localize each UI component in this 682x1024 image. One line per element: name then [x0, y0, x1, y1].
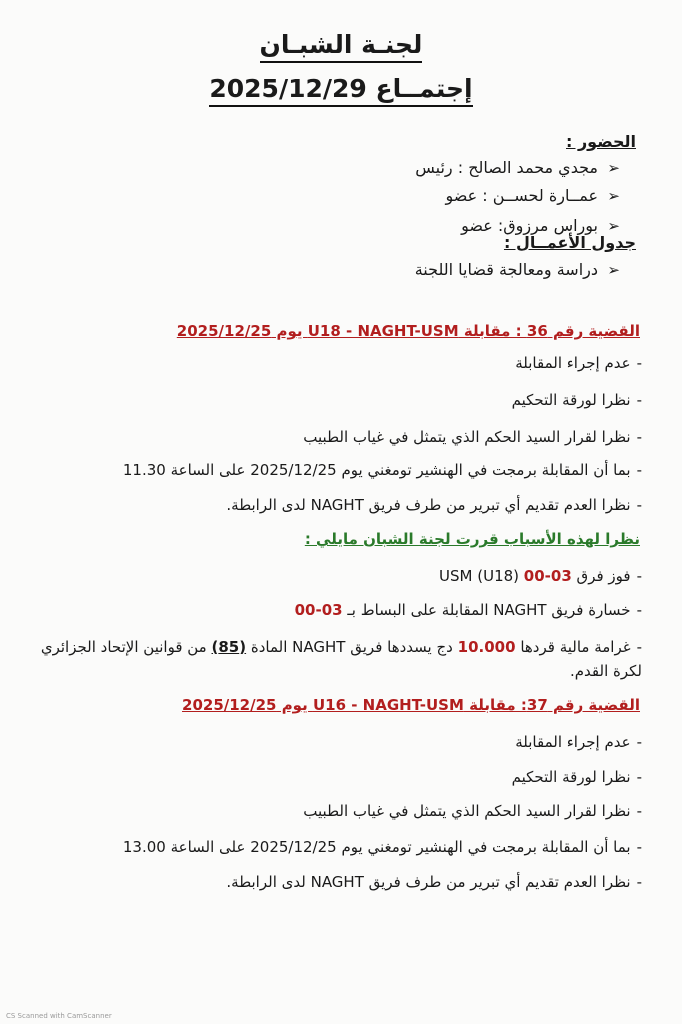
attendance-section [20, 132, 636, 151]
case-36-point: -نظرا لقرار السيد الحكم الذي يتمثل في غياب الطبيب [303, 428, 642, 446]
decision-fine-end: لكرة القدم. [569, 662, 642, 680]
case-36-title: القضية رقم 36 : مقابلة U18 - NAGHT-USM يوم 2025/12/25 [176, 322, 640, 340]
case-36-point: -عدم إجراء المقابلة [515, 354, 642, 372]
loss-score: 03-00 [294, 601, 343, 619]
agenda-heading: جدول الأعمــال : [503, 233, 636, 252]
agenda-section [20, 233, 636, 252]
member-item: ➢ بوراس مرزوق: عضو [20, 214, 622, 238]
member-item: ➢ مجدي محمد الصالح : رئيس [20, 156, 622, 180]
case-37-point: -عدم إجراء المقابلة [515, 733, 642, 751]
attendance-heading: الحضور : [566, 132, 636, 151]
win-score: 00-03 [523, 567, 572, 585]
decision-fine: -غرامة مالية قردها 10.000 دج يسددها فريق NAGHT المادة (85) من قوانين الإتحاد الجزائري [40, 638, 642, 656]
case-37-point: -نظرا العدم تقديم أي تبرير من طرف فريق NAGHT لدى الرابطة. [226, 873, 642, 891]
case-36-point: -بما أن المقابلة برمجت في الهنشير تومغني يوم 2025/12/25 على الساعة 11.30 [122, 461, 642, 479]
check-arrow-icon: ➢ [607, 187, 620, 205]
case-37-point: -بما أن المقابلة برمجت في الهنشير تومغني يوم 2025/12/25 على الساعة 13.00 [122, 838, 642, 856]
case-37-point: -نظرا لورقة التحكيم [511, 768, 642, 786]
scanner-watermark: CS Scanned with CamScanner [6, 1012, 112, 1020]
decision-win: -فوز فرق USM (U18) 00-03 [439, 567, 642, 585]
attendance-list [20, 156, 622, 238]
case-37-point: -نظرا لقرار السيد الحكم الذي يتمثل في غياب الطبيب [303, 802, 642, 820]
decision-loss: -خسارة فريق NAGHT المقابلة على البساط بـ 03-00 [294, 601, 642, 619]
committee-title: لجنـة الشبـان [0, 30, 682, 59]
case-36-point: -نظرا العدم تقديم أي تبرير من طرف فريق NAGHT لدى الرابطة. [226, 496, 642, 514]
case-36-point: -نظرا لورقة التحكيم [511, 391, 642, 409]
check-arrow-icon: ➢ [607, 159, 620, 177]
fine-amount: 10.000 [457, 638, 516, 656]
meeting-title: إجتمــاع 2025/12/29 [0, 74, 682, 103]
agenda-list [20, 258, 622, 282]
case-37-title: القضية رقم 37: مقابلة U16 - NAGHT-USM يوم 2025/12/25 [182, 696, 640, 714]
member-item: ➢ عمــارة لحســن : عضو [20, 184, 622, 208]
check-arrow-icon: ➢ [607, 217, 620, 235]
check-arrow-icon: ➢ [607, 261, 620, 279]
decision-heading: نظرا لهذه الأسباب قررت لجنة الشبان مايلي : [304, 530, 640, 548]
fine-article: (85) [211, 638, 247, 656]
agenda-item: ➢ دراسة ومعالجة قضايا اللجنة [20, 258, 622, 282]
